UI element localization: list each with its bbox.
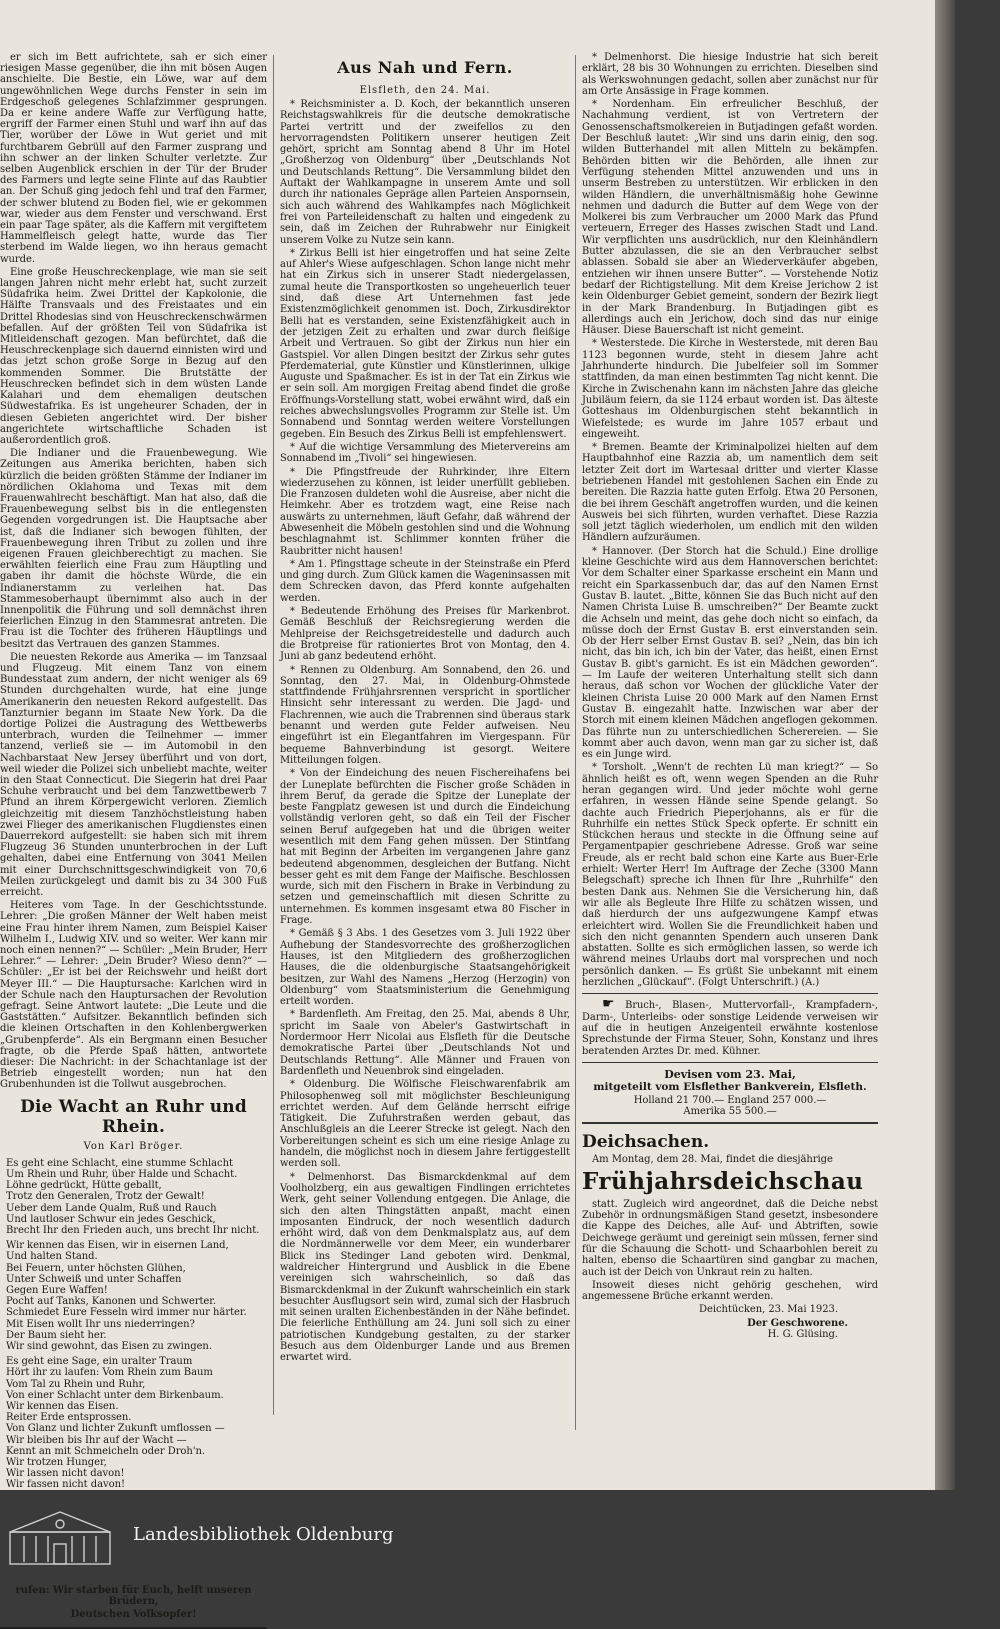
- poem-line: Vom Tal zu Rhein und Ruhr,: [6, 1378, 146, 1390]
- poem-line: Reiter Erde entsprossen.: [6, 1412, 132, 1424]
- poem-line: Wir sind gewohnt, das Eisen zu zwingen.: [6, 1340, 212, 1352]
- article-lion: er sich im Bett aufrichtete, sah er sich einer riesigen Masse gegenüber, die ihn mit bösen Augen anschielte. Die Bestie, ein Löwe, war auf dem ungewöhnlichen Wege durchs Fenster in sein im Erdgeschoß gelegenes Schlafzimmer gesprungen. Da er keine andere Waffe zur Verfügung hatte, ergriff der Farmer einen Stuhl und warf ihn auf das Tier, worüber der Löwe in Wut geriet und mit furchtbarem Gebrüll auf den Farmer zusprang und ihn schwer an der linken Schulter verletzte. Zur selben Augenblick erschien in der Tür der Bruder des Farmers und legte seine Flinte auf das Raubtier an. Der Schuß ging jedoch fehl und traf den Farmer, der schwer blutend zu Boden fiel, wie er gekommen war, wieder aus dem Fenster und verschwand. Erst ein paar Tage später, als die Kaffern mit vergiftetem Hammelfleisch gelegt hatte, wurde das Tier sterbend im Walde liegen, wo ihn heraus gemacht wurde.: [0, 52, 267, 265]
- deich-signatory-title: Der Geschworene.: [747, 1317, 848, 1329]
- poem-line: Gegen Eure Waffen!: [6, 1284, 108, 1296]
- news-item: * Delmenhorst. Die hiesige Industrie hat sich bereit erklärt, 28 bis 30 Wohnungen zu errichten. Dieselben sind als Werkswohnungen gedacht, sollen aber zunächst nur für am Orte Ansässige in Frage kommen.: [582, 52, 878, 97]
- deich-text-1: statt. Zugleich wird angeordnet, daß die Deiche nebst Zubehör in ordnungsmäßigen Stand gesetzt, insbesondere die Kappe des Deiches, alle Auf- und Abtriften, sowie Deichwege geräumt und gereinigt sein müssen, ferner sind für die Schauung die Schott- und Schaarbohlen bereit zu halten, ebenso die Schaartüren sind gangbar zu machen, auch ist der Deich von Unkraut rein zu halten.: [582, 1198, 878, 1278]
- news-item: * Delmenhorst. Das Bismarckdenkmal auf dem Voolholzberg, ein aus gewaltigen Findlingen errichtetes Werk, geht seiner Vollendung entgegen. Die Anlage, die sich den alten Thingstätten anpaßt, macht einen imposanten Eindruck, der noch wesentlich dadurch erhöht wird, daß von dem Denkmalsplatz aus, auf dem die Nordmännerwelle vor dem Meer, ein wunderbarer Blick ins Stedinger Land geboten wird. Denkmal, waldreicher Hintergrund und Ausblick in die Ebene vereinigen sich wahrscheinlich, so daß das Bismarckdenkmal in der Zukunft wahrscheinlich ein stark besuchter Ausflugsort sein wird, zumal sich der Hasbruch mit seinen uralten Eichenbeständen in der Nähe befindet. Die feierliche Enthüllung am 24. Juni soll sich zu einer patriotischen Kundgebung gestalten, zu der starker Besuch aus dem Oldenburger Lande und aus Bremen erwartet wird.: [280, 1171, 570, 1364]
- regional-news: [582, 52, 878, 988]
- poem-line: Und halten Stand.: [6, 1251, 98, 1263]
- poem-line: Ueber dem Lande Qualm, Ruß und Rauch: [6, 1202, 217, 1214]
- poem-line: Wir bleiben bis Ihr auf der Wacht —: [6, 1434, 187, 1446]
- library-name: Landesbibliothek Oldenburg: [133, 1524, 394, 1545]
- news-item: * Bremen. Beamte der Kriminalpolizei hielten auf dem Hauptbahnhof eine Razzia ab, um namentlich dem seit letzter Zeit dort im Wartesaal dritter und vierter Klasse betriebenen Handel mit gestohlenen Sachen ein Ende zu bereiten. Die Razzia hatte guten Erfolg. Etwa 20 Personen, die bei ihrem Geschäft angetroffen wurden, und die keinen Ausweis bei sich führten, wurden verhaftet. Diese Razzia soll jetzt täglich wiederholen, um endlich mit den wilden Händlern aufzuräumen.: [582, 442, 878, 544]
- article-records: Die neuesten Rekorde aus Amerika — im Tanzsaal und Flugzeug. Mit einem Tanz von einem Bundesstaat zum andern, der nicht weniger als 69 Stunden durchgehalten wurde, hat eine junge Amerikanerin den neuesten Rekord aufgestellt. Das Tanzturnier begann im Staate New York. Da die dortige Polizei die Austragung des Wettbewerbs unterbrach, wurden die Teilnehmer — immer tanzend, verließ sie — im Automobil in den Nachbarstaat New Jersey überführt und von dort, weil wieder die Polizei sich unbeliebt machte, weiter in den Staat Connecticut. Die Siegerin hat drei Paar Schuhe verbraucht und bei dem Tanzwettbewerb 7 Pfund an ihrem Körpergewicht verloren. Ziemlich gleichzeitig mit diesem Tanzhöchstleistung haben zwei Flieger des amerikanischen Flugdienstes einen Dauerrekord aufgestellt: sie haben sich mit ihrem Flugzeug 36 Stunden ununterbrochen in der Luft gehalten, dabei eine Entfernung von 3041 Meilen mit einer Durchschnittsgeschwindigkeit von 70,6 Meilen zurückgelegt und damit bis zu 34 300 Fuß erreicht.: [0, 651, 267, 899]
- news-item: * Torsholt. „Wenn't de rechten Lü man kriegt?“ — So ähnlich heißt es oft, wenn wegen Spenden an die Ruhr heran gegangen wird. Und jeder möchte wohl gerne erfahren, in wessen Hände seine Spende gelangt. So dachte auch Friedrich Pieperjohanns, als er für die Ruhrhilfe ein nettes Stück Speck opferte. Er schnitt ein Stückchen heraus und steckte in die Öffnung seine auf Pergamentpapier geschriebene Adresse. Groß war seine Freude, als er recht bald schon eine Karte aus Buer-Erle erhielt: Werter Herr! Im Auftrage der Zeche (3300 Mann Belegschaft) spreche ich Ihnen für Ihre „Ruhrhilfe“ den besten Dank aus. Nehmen Sie die Versicherung hin, daß wir alle als Begleute Ihre Hilfe zu schätzen wissen, und daß hierdurch der uns aufgezwungene Kampf etwas erleichtert wird. Wollen Sie die Freundlichkeit haben und sich den nicht genannten Spendern auch unseren Dank abstatten. Sollte es sich ermöglichen lassen, so werde ich während meines Urlaubs dort mal vorsprechen und noch persönlich danken. — Es grüßt Sie unbekannt mit einem herzlichen „Glückauf“. (Folgt Unterschrift.) (A.): [582, 762, 878, 989]
- article-locusts: Eine große Heuschreckenplage, wie man sie seit langen Jahren nicht mehr erlebt hat, sucht zurzeit Südafrika heim. Zwei Drittel der Kapkolonie, die Hälfte Transvaals und des Freistaates und ein Drittel Rhodesias sind von Heuschreckenschwärmen befallen. Auf der größten Teil von Südafrika ist Mitleidenschaft gezogen. Man befürchtet, daß die Heuschreckenplage sich dauernd einnisten wird und das jetzt schon große Sorge in Bezug auf den kommenden Sommer. Die Brutstätte der Heuschrecken befindet sich in dem wüsten Lande Kalahari und dem ehemaligen deutschen Südwestafrika. Es ist ungeheurer Schaden, der in diesen Gebieten angerichtet wird. Der bisher angerichtete wirtschaftliche Schaden ist außerordentlich groß.: [0, 266, 267, 446]
- poem-line: Bei Feuern, unter höchsten Glühen,: [6, 1262, 186, 1274]
- local-news: [280, 99, 570, 1364]
- news-item: * Zirkus Belli ist hier eingetroffen und hat seine Zelte auf Ahler's Wiese aufgeschlagen. Schon lange nicht mehr hat ein Zirkus sich in unserer Stadt niedergelassen, zumal heute die Transportkosten so ungeheuerlich teuer sind, daß diese Art Unternehmen fast jede Existenzmöglichkeit genommen ist. Doch, Zirkusdirektor Belli hat es verstanden, seine Existenzfähigkeit auch in der jetzigen Zeit zu erhalten und zwar durch fleißige Arbeit und Vertrauen. So gibt der Zirkus nun hier ein Gastspiel. Vor allen Dingen besitzt der Zirkus sehr gutes Pferdematerial, gute Künstler und Künstlerinnen, ulkige Auguste und Spaßmacher. Es ist in der Tat ein Zirkus wie er sein soll. Am morgigen Freitag abend findet die große Eröffnungs-Vorstellung statt, wobei erwähnt wird, daß ein reiches abwechslungsvolles Programm zur Stelle ist. Um Sonnabend und Sonntag werden weitere Vorstellungen gegeben. Ein Besuch des Zirkus Belli ist empfehlenswert.: [280, 247, 570, 440]
- divider: [582, 993, 878, 994]
- news-item: * Westerstede. Die Kirche in Westerstede, mit deren Bau 1123 begonnen wurde, steht in diesem Jahre acht Jahrhunderte hindurch. Die Jubelfeier soll im Sommer stattfinden, da man einen bestimmten Tag nicht kennt. Die Kirche in Zwischenahn kann im nächsten Jahre das gleiche Jubiläum feiern, da sie 1124 erbaut worden ist. Das älteste Gotteshaus im Oldenburgischen steht bekanntlich in Wiefelstede; es wurde im Jahre 1057 erbaut und eingeweiht.: [582, 338, 878, 440]
- deich-date-line: Am Montag, dem 28. Mai, findet die diesjährige: [592, 1154, 833, 1166]
- poem-line: Unter Schweiß und unter Schaffen: [6, 1273, 182, 1285]
- deich-text-2: Insoweit dieses nicht gehörig geschehen, wird angemessene Brüche erkannt werden.: [582, 1279, 878, 1303]
- poem-line: Es geht eine Sage, ein uralter Traum: [6, 1356, 193, 1368]
- pointing-hand-icon: ☛: [602, 996, 615, 1013]
- article-humor: Heiteres vom Tage. In der Geschichtsstunde. Lehrer: „Die großen Männer der Welt haben meist eine Frau hinter ihrem Namen, zum Beispiel Kaiser Wilhelm I., Ludwig XIV. und so weiter. Wer kann mir noch einen nennen?“ — Schüler: „Mein Bruder, Herr Lehrer.“ — Lehrer: „Dein Bruder? Wieso denn?“ — Schüler: „Er ist bei der Reichswehr und heißt dort Meyer III.“ — Die Hauptursache: Karlchen wird in der Schule nach den Hauptursachen der Revolution gefragt. Seine Antwort lautete: „Die Leute und die Gaststätten.“ Aufsitzer. Bekanntlich befinden sich die kleinen Ortschaften in den Kohlenbergwerken „Grubenpferde“. Als ein Bergmann einen Besucher fragte, ob die Pferde Spaß hätten, antwortete dieser: Die Nachricht: in der Schachtanlage ist der Betrieb eingestellt worden; nun hat den Grubenhunden ist die Tollwut ausgebrochen.: [0, 900, 267, 1091]
- news-item: * Hannover. (Der Storch hat die Schuld.) Eine drollige kleine Geschichte wird aus dem Hannoverschen berichtet: Vor dem Schalter einer Sparkasse erscheint ein Mann und reicht ein Sparkassenbuch dar, das auf den Namen Ernst Gustav B. lautet. „Bitte, können Sie das Buch nicht auf den Namen Christa Luise B. umschreiben?“ Der Beamte zuckt die Achseln und meint, das gehe doch nicht so einfach, da müsse doch der Ernst Gustav B. erst einverstanden sein. Ob der Herr selber Ernst Gustav B. sei? „Nein, das bin ich nicht, das bin ich, ich bin der Vater, das heißt, einen Ernst Gustav B. gibt's garnicht. Es ist ein Mädchen geworden“. — Im Laufe der weiteren Unterhaltung stellt sich dann heraus, daß schon vor Wochen der glückliche Vater der kleinen Christa Luise 20 000 Mark auf den Namen Ernst Gustav B. eingezahlt hatte. Inzwischen war aber der Storch mit einem kleinen Mädchen angeflogen gekommen. Das führte nun zu unterschiedlichen Scherereien. — Sie kommt aber auch davon, wenn man gar zu sicher ist, daß es ein Junge wird.: [582, 545, 878, 761]
- deich-place-date: Deichtücken, 23. Mai 1923.: [699, 1304, 838, 1316]
- news-item: * Bardenfleth. Am Freitag, den 25. Mai, abends 8 Uhr, spricht im Saale von Abeler's Gastwirtschaft in Nordermoor Herr Nicolai aus Elsfleth für die Deutsche demokratische Partei über „Deutschlands Not und Deutschlands Rettung“. Alle Männer und Frauen von Bardenfleth und Neuenbrok sind eingeladen.: [280, 1009, 570, 1077]
- poem-line: Brecht Ihr den Frieden auch, uns brecht Ihr nicht.: [6, 1224, 260, 1236]
- page-edge-shadow: [935, 0, 955, 1490]
- ad-notice-text: Bruch-, Blasen-, Muttervorfall-, Krampfadern-, Darm-, Unterleibs- oder sonstige Leidende verweisen wir auf die in heutigen Anzeigenteil erwähnte kostenlose Sprechstunde der Firma Steuer, Sohn, Konstanz und ihres beratenden Arztes Dr. med. Kühner.: [582, 1000, 879, 1057]
- news-item: * Gemäß § 3 Abs. 1 des Gesetzes vom 3. Juli 1922 über Aufhebung der Standesvorrechte des großherzoglichen Hauses, ist den Mitgliedern des großherzoglichen Hauses, die die oldenburgische Staatsangehörigkeit besitzen, zur Wahl des Namens „Herzog (Herzogin) von Oldenburg“ vom Staatsministerium die Genehmigung erteilt worden.: [280, 928, 570, 1008]
- poem-line: Löhne gedrückt, Hütte geballt,: [6, 1180, 162, 1192]
- poem-line: Wir lassen nicht davon!: [6, 1468, 125, 1480]
- appeal-line-2: rufen: Wir starben für Euch, helft unseren Brüdern,: [15, 1585, 252, 1608]
- poem-stanza: [0, 1158, 267, 1236]
- poem-line: Hört ihr zu laufen: Vom Rhein zum Baum: [6, 1367, 213, 1379]
- poem-line: Trotz den Generalen, Trotz der Gewalt!: [6, 1191, 205, 1203]
- library-building-logo-icon: [6, 1506, 114, 1568]
- news-item: * Auf die wichtige Versammlung des Mietervereins am Sonnabend im „Tivoli“ sei hingewiesen.: [280, 441, 570, 465]
- poem-line: Von einer Schlacht unter dem Birkenbaum.: [6, 1389, 224, 1401]
- poem-line: Kennt an mit Schmeicheln oder Droh'n.: [6, 1445, 206, 1457]
- article-indians: Die Indianer und die Frauenbewegung. Wie Zeitungen aus Amerika berichten, haben sich kürzlich die beiden größten Stämme der Indianer im nördlichen Oklahoma und Texas mit dem Frauenwahlrecht beschäftigt. Man hat also, daß die Frauenbewegung selbst bis in die entlegensten Gegenden vorgedrungen ist. Die Hauptsache aber ist, daß die Indianer sich bewogen fühlten, der Frauenbewegung ihren Tribut zu zollen und ihre eigenen Frauen gleichberechtigt zu machen. Sie erwählten feierlich eine Frau zum Häuptling und gaben ihr damit die höchste Würde, die ein Indianerstamm zu verleihen hat. Das Stammesoberhaupt übernimmt also auch in der Innenpolitik die Führung und soll demnächst ihren feierlichen Einzug in den Stammesrat antreten. Die Frau ist die Tochter des früheren Häuptlings und besitzt das Vertrauen des ganzen Stammes.: [0, 448, 267, 650]
- news-item: * Reichsminister a. D. Koch, der bekanntlich unseren Reichstagswahlkreis für die deutsche demokratische Partei vertritt und der zweifellos zu den hervorragendsten Politikern unserer heutigen Zeit gehört, spricht am Sonntag abend 8 Uhr im Hotel „Großherzog von Oldenburg“ über „Deutschlands Not und Deutschlands Rettung“. Die Versammlung bildet den Auftakt der Wahlkampagne in unserem Amte und soll durch ihr nationales Gepräge allen Parteien Anspornsein, sich auch während des Wahlkampfes nach Möglichkeit frei von Parteileidenschaft zu halten und eingedenk zu sein, daß im Zeichen der Ruhrabwehr nur Einigkeit unserem Volke zu Nutze sein kann.: [280, 99, 570, 246]
- news-item: * Die Pfingstfreude der Ruhrkinder, ihre Eltern wiederzusehen zu können, ist leider unerfüllt geblieben. Die Franzosen duldeten wohl die Ausreise, aber nicht die Heimkehr. Aber es trotzdem wagt, eine Reise nach auswärts zu unternehmen, läuft Gefahr, daß während der Abwesenheit die Möbeln gestohlen sind und die Wohnung beschlagnahmt ist. Schlimmer konnten früher die Raubritter nicht hausen!: [280, 466, 570, 557]
- right-column: [582, 52, 878, 1492]
- poem-line: Pocht auf Tanks, Kanonen und Schwerter.: [6, 1296, 217, 1308]
- news-item: * Rennen zu Oldenburg. Am Sonnabend, den 26. und Sonntag, den 27. Mai, in Oldenburg-Ohmstede stattfindende Frühjahrsrennen verspricht in sportlicher Hinsicht sehr interessant zu werden. Die Jagd- und Flachrennen, wie auch die Trabrennen sind überaus stark benannt und werden gute Felder aufweisen. Neu eingeführt ist ein Elegantfahren im Viergespann. Für bequeme Bahnverbindung ist gesorgt. Weitere Mitteilungen folgen.: [280, 664, 570, 766]
- poem-line: Es geht eine Schlacht, eine stumme Schlacht: [6, 1157, 233, 1169]
- news-item: * Am 1. Pfingsttage scheute in der Steinstraße ein Pferd und ging durch. Zum Glück kamen die Wageninsassen mit dem Schrecken davon, das Pferd konnte aufgehalten werden.: [280, 558, 570, 604]
- devisen-rates-2: Amerika 55 500.—: [683, 1106, 777, 1118]
- appeal-line-3: Deutschen Volksopfer!: [70, 1609, 197, 1621]
- deich-signatory-name: H. G. Glüsing.: [767, 1328, 838, 1340]
- news-item: * Nordenham. Ein erfreulicher Beschluß, der Nachahmung verdient, ist von Vertretern der Genossenschaftsmolkereien in Butjadingen gefaßt worden. Der Beschluß lautet: „Wir sind uns darin einig, den sog. wilden Butterhandel mit allen Mitteln zu bekämpfen. Behörden bitten wir die Behörden, alle ihnen zur Verfügung stehenden Mittel anzuwenden und uns in unserm Bestreben zu unterstützen. Wir erblicken in den wilden Händlern, die unverhältnismäßig hohe Gewinne nehmen und dadurch die Butter auf dem Wege von der Molkerei bis zum Verbraucher um 2000 Mark das Pfund verteuern, Erreger des Hasses zwischen Stadt und Land. Wir verpflichten uns ausdrücklich, nur den Kleinhändlern Butter abzulassen, die sie an den Verbraucher selbst ablassen. Sobald sie aber an Wiederverkäufer abgeben, entziehen wir ihnen unsere Butter“. — Vorstehende Notiz bedarf der Richtigstellung. Mit dem Kreise Jerichow 2 ist kein Oldenburger Gebiet gemeint, sondern der Bezirk liegt in der Mark Brandenburg. In Butjadingen gibt es allerdings auch ein Jerichow, doch sind das nur einige Häuser. Diese Bauerschaft ist nicht gemeint.: [582, 99, 878, 337]
- poem-author: Von Karl Bröger.: [83, 1140, 184, 1152]
- poem-line: Wir kennen das Eisen.: [6, 1400, 119, 1412]
- news-item: * Bedeutende Erhöhung des Preises für Markenbrot. Gemäß Beschluß der Reichsregierung werden die Mehlpreise der Reichsgetreidestelle und dadurch auch die Brotpreise für rationiertes Brot von Montag, den 4. Juni ab ganz bedeutend erhöht.: [280, 606, 570, 663]
- divider: [582, 1062, 878, 1063]
- poem-line: Wir fassen nicht davon!: [6, 1479, 125, 1491]
- deich-headline: Frühjahrsdeichschau: [582, 1167, 864, 1195]
- column-divider: [273, 55, 274, 1415]
- devisen-rates-1: Holland 21 700.— England 257 000.—: [633, 1094, 827, 1106]
- devisen-title: Devisen vom 23. Mai,: [664, 1067, 796, 1081]
- poem-line: Der Baum sieht her.: [6, 1329, 107, 1341]
- dateline: Elsfleth, den 24. Mai.: [359, 85, 491, 96]
- poem-stanza: [0, 1240, 267, 1352]
- poem-title: Die Wacht an Ruhr und Rhein.: [20, 1096, 247, 1137]
- section-heading: Aus Nah und Fern.: [337, 58, 513, 77]
- news-item: * Von der Eindeichung des neuen Fischereihafens bei der Luneplate befürchten die Fischer große Schäden in ihrem Beruf, da gerade die Spitze der Luneplate der beste Fangplatz gewesen ist und durch die Eindeichung vollständig verloren geht, so daß ein Teil der Fischer seinen Beruf aufgegeben hat und die übrigen weiter wesentlich mit dem Fang gehen müssen. Der Stintfang hat mit Beginn der Arbeiten im vergangenen Jahre ganz bedeutend abgenommen, desgleichen der Butfang. Nicht besser geht es mit dem Fange der Maifische. Beschlossen wurde, sich mit den Fischern in Brake in Verbindung zu setzen und gemeinschaftlich mit diesen Schritte zu unternehmen. Es kommen insgesamt etwa 80 Fischer in Frage.: [280, 768, 570, 927]
- poem-line: Um Rhein und Ruhr, über Halde und Schacht.: [6, 1168, 238, 1180]
- deich-title: Deichsachen.: [582, 1132, 710, 1153]
- column-divider: [575, 55, 576, 1430]
- poem-line: Von Glanz und lichter Zukunft umflossen —: [6, 1423, 225, 1435]
- poem-line: Schmiedet Eure Fesseln wird immer nur härter.: [6, 1307, 247, 1319]
- poem-line: Wir kennen das Eisen, wir in eisernen Land,: [6, 1240, 229, 1252]
- poem-line: Und lautloser Schwur ein jedes Geschick,: [6, 1213, 216, 1225]
- middle-column: [280, 52, 570, 1442]
- ad-notice: [582, 996, 879, 1057]
- divider: [582, 1122, 878, 1124]
- news-item: * Oldenburg. Die Wölfische Fleischwarenfabrik am Philosophenweg soll mit möglichster Beschleunigung errichtet werden. Auf dem Gelände herrscht eifrige Tätigkeit. Die Zufuhrstraßen werden gebaut, das Anschlußgleis an die Leerer Strecke ist gelegt. Nach den Vorbereitungen scheint es sich um eine riesige Anlage zu handeln, die möglichst noch in diesem Jahre fertiggestellt werden soll.: [280, 1079, 570, 1170]
- devisen-subtitle: mitgeteilt vom Elsflether Bankverein, Elsfleth.: [593, 1080, 867, 1093]
- poem-line: Wir trotzen Hunger,: [6, 1456, 107, 1468]
- poem-line: Mit Eisen wollt Ihr uns niederringen?: [6, 1318, 195, 1330]
